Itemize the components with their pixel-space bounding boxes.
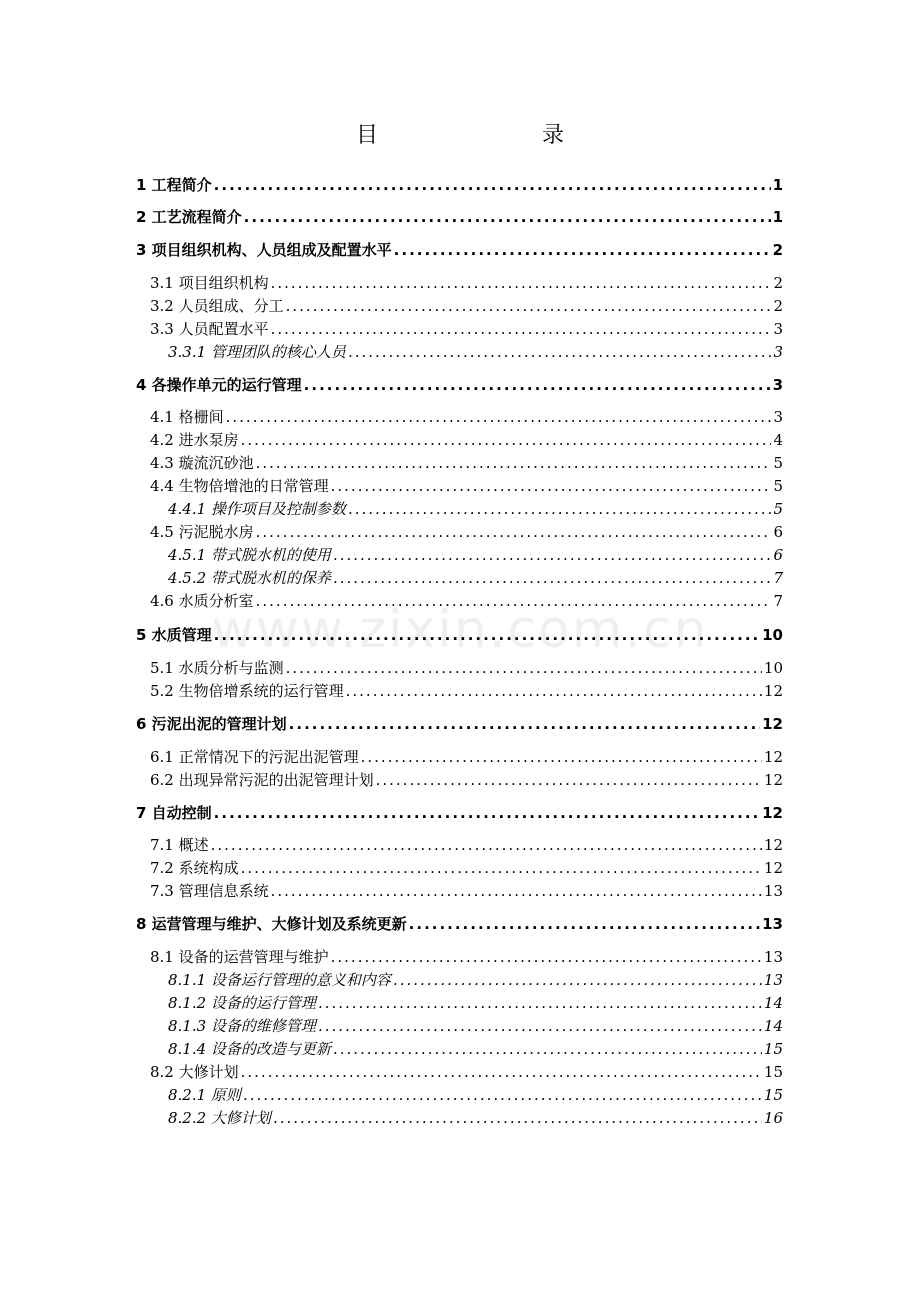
toc-entry[interactable] xyxy=(136,174,783,196)
toc-entry[interactable] xyxy=(150,452,783,474)
toc-entry-page-number: 15 xyxy=(763,1063,783,1081)
toc-entry[interactable] xyxy=(136,624,783,646)
toc-entry-page-number: 1 xyxy=(772,208,783,226)
toc-entry-page-number: 1 xyxy=(772,176,783,194)
toc-leader-dots xyxy=(286,297,772,315)
toc-leader-dots xyxy=(361,748,762,766)
toc-entry-page-number: 12 xyxy=(763,748,783,766)
toc-entry-page-number: 10 xyxy=(762,626,783,644)
toc-entry-title: 8.1.2 设备的运行管理 xyxy=(168,994,316,1012)
toc-entry-page-number: 5 xyxy=(773,500,783,518)
toc-entry-title: 5 水质管理 xyxy=(136,626,212,644)
toc-entry[interactable] xyxy=(168,969,783,991)
toc-entry-title: 5.2 生物倍增系统的运行管理 xyxy=(150,682,344,700)
toc-entry-title: 8.2 大修计划 xyxy=(150,1063,239,1081)
toc-leader-dots xyxy=(256,454,772,472)
toc-entry-title: 8.2.2 大修计划 xyxy=(168,1109,271,1127)
toc-entry-page-number: 2 xyxy=(773,274,783,292)
toc-leader-dots xyxy=(331,948,762,966)
toc-entry[interactable] xyxy=(150,272,783,294)
toc-leader-dots xyxy=(244,208,771,226)
toc-leader-dots xyxy=(348,500,772,518)
toc-leader-dots xyxy=(214,626,760,644)
toc-entry-title: 4.5 污泥脱水房 xyxy=(150,523,254,541)
toc-entry[interactable] xyxy=(150,295,783,317)
toc-entry[interactable] xyxy=(136,374,783,396)
toc-entry[interactable] xyxy=(150,769,783,791)
toc-leader-dots xyxy=(393,971,762,989)
toc-entry-title: 3.3.1 管理团队的核心人员 xyxy=(168,343,346,361)
toc-entry-page-number: 12 xyxy=(763,771,783,789)
toc-entry[interactable] xyxy=(150,475,783,497)
toc-entry[interactable] xyxy=(150,857,783,879)
toc-entry[interactable] xyxy=(168,1015,783,1037)
toc-entry[interactable] xyxy=(168,544,783,566)
toc-leader-dots xyxy=(333,546,772,564)
toc-entry-page-number: 12 xyxy=(762,715,783,733)
toc-entry-title: 8.2.1 原则 xyxy=(168,1086,241,1104)
toc-entry-title: 2 工艺流程简介 xyxy=(136,208,242,226)
toc-entry-page-number: 14 xyxy=(763,994,783,1012)
toc-leader-dots xyxy=(243,1086,762,1104)
toc-entry-title: 3.3 人员配置水平 xyxy=(150,320,269,338)
toc-entry-title: 4 各操作单元的运行管理 xyxy=(136,376,302,394)
toc-leader-dots xyxy=(241,431,772,449)
toc-leader-dots xyxy=(214,804,760,822)
toc-entry-page-number: 15 xyxy=(763,1086,783,1104)
toc-entry[interactable] xyxy=(150,1061,783,1083)
toc-entry-title: 8.1.3 设备的维修管理 xyxy=(168,1017,316,1035)
toc-leader-dots xyxy=(289,715,760,733)
toc-entry-title: 7 自动控制 xyxy=(136,804,212,822)
toc-leader-dots xyxy=(409,915,760,933)
toc-entry-page-number: 13 xyxy=(762,915,783,933)
toc-entry-page-number: 12 xyxy=(763,682,783,700)
toc-leader-dots xyxy=(348,343,772,361)
toc-entry-title: 8.1.4 设备的改造与更新 xyxy=(168,1040,331,1058)
toc-entry[interactable] xyxy=(150,946,783,968)
toc-entry-page-number: 7 xyxy=(773,592,783,610)
toc-entry[interactable] xyxy=(136,713,783,735)
toc-entry-title: 4.5.1 带式脱水机的使用 xyxy=(168,546,331,564)
toc-entry-title: 4.4 生物倍增池的日常管理 xyxy=(150,477,329,495)
toc-entry[interactable] xyxy=(150,746,783,768)
toc-leader-dots xyxy=(346,682,762,700)
toc-entry[interactable] xyxy=(136,913,783,935)
toc-entry-page-number: 2 xyxy=(772,241,783,259)
toc-leader-dots xyxy=(286,659,762,677)
toc-leader-dots xyxy=(241,1063,762,1081)
toc-leader-dots xyxy=(318,1017,762,1035)
toc-leader-dots xyxy=(318,994,762,1012)
toc-leader-dots xyxy=(256,523,772,541)
toc-entry-title: 4.5.2 带式脱水机的保养 xyxy=(168,569,331,587)
toc-leader-dots xyxy=(376,771,762,789)
toc-entry-title: 4.4.1 操作项目及控制参数 xyxy=(168,500,346,518)
toc-entry-page-number: 13 xyxy=(763,971,783,989)
toc-entry[interactable] xyxy=(150,429,783,451)
toc-entry-title: 7.1 概述 xyxy=(150,836,209,854)
toc-entry[interactable] xyxy=(168,1038,783,1060)
toc-entry-title: 6.2 出现异常污泥的出泥管理计划 xyxy=(150,771,374,789)
toc-entry-page-number: 16 xyxy=(763,1109,783,1127)
toc-entry-title: 4.3 璇流沉砂池 xyxy=(150,454,254,472)
toc-entry-page-number: 12 xyxy=(763,859,783,877)
toc-entry-page-number: 7 xyxy=(773,569,783,587)
toc-entry-title: 1 工程简介 xyxy=(136,176,212,194)
toc-entry[interactable] xyxy=(150,318,783,340)
toc-entry-title: 6.1 正常情况下的污泥出泥管理 xyxy=(150,748,359,766)
toc-entry-page-number: 5 xyxy=(773,454,783,472)
toc-leader-dots xyxy=(333,1040,762,1058)
toc-leader-dots xyxy=(331,477,772,495)
toc-entry-page-number: 15 xyxy=(763,1040,783,1058)
toc-entry-page-number: 4 xyxy=(773,431,783,449)
toc-leader-dots xyxy=(214,176,771,194)
toc-entry[interactable] xyxy=(150,657,783,679)
toc-entry[interactable] xyxy=(168,341,783,363)
toc-leader-dots xyxy=(271,320,772,338)
toc-entry[interactable] xyxy=(136,802,783,824)
toc-entry[interactable] xyxy=(150,590,783,612)
toc-leader-dots xyxy=(256,592,772,610)
toc-leader-dots xyxy=(333,569,772,587)
toc-leader-dots xyxy=(304,376,771,394)
toc-entry-page-number: 13 xyxy=(763,882,783,900)
toc-entry[interactable] xyxy=(168,992,783,1014)
toc-entry-title: 3 项目组织机构、人员组成及配置水平 xyxy=(136,241,392,259)
toc-entry[interactable] xyxy=(136,239,783,261)
toc-entry[interactable] xyxy=(150,834,783,856)
toc-entry-page-number: 3 xyxy=(773,343,783,361)
toc-entry-title: 8.1 设备的运营管理与维护 xyxy=(150,948,329,966)
toc-entry-page-number: 10 xyxy=(763,659,783,677)
toc-entry[interactable] xyxy=(168,498,783,520)
toc-entry-page-number: 3 xyxy=(773,320,783,338)
toc-entry-title: 6 污泥出泥的管理计划 xyxy=(136,715,287,733)
toc-entry-page-number: 12 xyxy=(763,836,783,854)
toc-entry-title: 7.3 管理信息系统 xyxy=(150,882,269,900)
toc-entry-page-number: 2 xyxy=(773,297,783,315)
toc-entry-title: 3.2 人员组成、分工 xyxy=(150,297,284,315)
toc-entry-page-number: 6 xyxy=(773,546,783,564)
toc-entry-page-number: 3 xyxy=(773,408,783,426)
toc-leader-dots xyxy=(226,408,772,426)
toc-entry[interactable] xyxy=(168,567,783,589)
toc-entry-page-number: 6 xyxy=(773,523,783,541)
toc-entry-page-number: 3 xyxy=(772,376,783,394)
toc-leader-dots xyxy=(273,1109,762,1127)
toc-entry-title: 4.2 进水泵房 xyxy=(150,431,239,449)
toc-entry[interactable] xyxy=(150,680,783,702)
page-title: 目 录 xyxy=(355,123,604,148)
toc-entry-title: 4.6 水质分析室 xyxy=(150,592,254,610)
toc-entry-title: 3.1 项目组织机构 xyxy=(150,274,269,292)
watermark: www.zixin.com.cn xyxy=(211,600,709,660)
toc-leader-dots xyxy=(211,836,762,854)
toc-entry-page-number: 5 xyxy=(773,477,783,495)
toc-entry[interactable] xyxy=(150,406,783,428)
toc-entry[interactable] xyxy=(136,206,783,228)
toc-entry[interactable] xyxy=(168,1107,783,1129)
toc-leader-dots xyxy=(241,859,762,877)
toc-entry-page-number: 12 xyxy=(762,804,783,822)
toc-entry[interactable] xyxy=(150,521,783,543)
toc-entry[interactable] xyxy=(150,880,783,902)
toc-entry-title: 8.1.1 设备运行管理的意义和内容 xyxy=(168,971,391,989)
toc-entry-page-number: 14 xyxy=(763,1017,783,1035)
toc-entry-title: 7.2 系统构成 xyxy=(150,859,239,877)
toc-leader-dots xyxy=(271,882,762,900)
toc-leader-dots xyxy=(271,274,772,292)
toc-entry-title: 8 运营管理与维护、大修计划及系统更新 xyxy=(136,915,407,933)
toc-entry[interactable] xyxy=(168,1084,783,1106)
toc-entry-page-number: 13 xyxy=(763,948,783,966)
toc-entry-title: 5.1 水质分析与监测 xyxy=(150,659,284,677)
toc-leader-dots xyxy=(394,241,771,259)
toc-entry-title: 4.1 格栅间 xyxy=(150,408,224,426)
